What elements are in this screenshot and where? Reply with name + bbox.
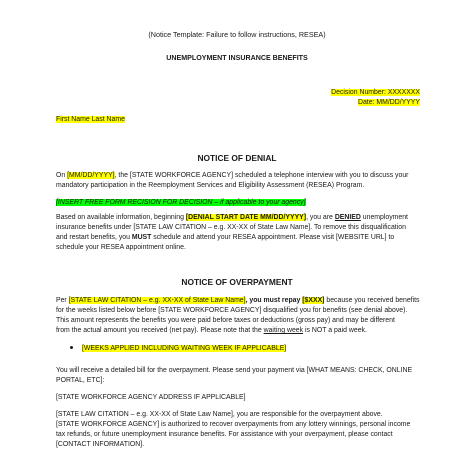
denial-p2-line2: insurance benefits under [STATE LAW CITATION – e.g. XX-XX of State Law Name]. To remove this disqualification [56,224,406,231]
overpayment-p4-line1: [STATE LAW CITATION – e.g. XX-XX of State Law Name], you are responsible for the overpayment above. [56,411,383,418]
waiting-week-text: waiting week [263,327,304,334]
decision-date: Date: MM/DD/YYYY [357,99,420,106]
denial-p2-line1: Based on available information, beginning [DENIAL START DATE MM/DD/YYYY], you are DENIED unemployment [56,214,408,221]
claimant-name: First Name Last Name [56,116,125,123]
template-title: (Notice Template: Failure to follow instructions, RESEA) [148,30,326,39]
decision-date-line [0,98,420,108]
overpayment-p1-line1: Per [STATE LAW CITATION – e.g. XX-XX of State Law Name], you must repay [$XXX] because you received benefits [56,297,420,304]
overpayment-p1-line4: from the actual amount you received (net pay). Please note that the waiting week is NOT a paid week. [56,327,367,334]
repay-amount: [$XXX] [302,297,325,304]
overpayment-p1-line3: This amount represents the benefits you were paid before taxes or deductions (gross pay) and may be different [56,317,395,324]
free-form-line [56,198,424,208]
denial-p2-line3: and restart benefits, you MUST schedule and attend your RESEA appointment. Please visit [WEBSITE URL] to [56,234,395,241]
overpayment-p4-line3: tax refunds, or future unemployment insurance benefits. For assistance with your overpayment, please contact [56,431,393,438]
denial-heading: NOTICE OF DENIAL [197,153,277,163]
denial-p1-line2: mandatory participation in the Reemployment Services and Eligibility Assessment (RESEA) Program. [56,182,365,189]
decision-number: Decision Number: XXXXXXX [331,89,420,96]
law-citation: [STATE LAW CITATION – e.g. XX-XX of State Law Name] [68,297,246,304]
denial-start-date: [DENIAL START DATE MM/DD/YYYY] [185,214,307,221]
overpayment-p4-line4: [CONTACT INFORMATION]. [56,441,145,448]
interview-date: [MM/DD/YYYY] [67,172,115,179]
overpayment-heading: NOTICE OF OVERPAYMENT [181,277,293,287]
denial-p2-line4: schedule your RESEA appointment online. [56,244,186,251]
overpayment-p2-line1: You will receive a detailed bill for the overpayment. Please send your payment via [WHAT MEANS: CHECK, ONLINE [56,367,413,374]
overpayment-p4-line2: [STATE WORKFORCE AGENCY] is authorized to recover overpayments from any lottery winnings, personal income [56,421,411,428]
agency-address: [STATE WORKFORCE AGENCY ADDRESS IF APPLICABLE] [56,394,246,401]
weeks-placeholder: [WEEKS APPLIED INCLUDING WAITING WEEK IF APPLICABLE] [82,345,287,352]
bullet-icon [70,346,73,349]
overpayment-p1-line2: for the weeks listed below before [STATE WORKFORCE AGENCY] disqualified you for benefits (see denial above). [56,307,408,314]
denial-p1-line1: On [MM/DD/YYYY], the [STATE WORKFORCE AGENCY] scheduled a telephone interview with you to discuss your [56,172,409,179]
must-text: MUST [131,234,152,241]
overpayment-p2-line2: PORTAL, ETC]: [56,377,105,384]
weeks-bullet [70,344,438,354]
header-title: UNEMPLOYMENT INSURANCE BENEFITS [166,54,308,62]
claimant-line [56,115,424,125]
decision-number-line [0,88,420,98]
denied-text: DENIED [334,214,361,221]
free-form-placeholder: [INSERT FREE FORM RECISION FOR DECISION – if applicable to your agency] [56,199,306,206]
